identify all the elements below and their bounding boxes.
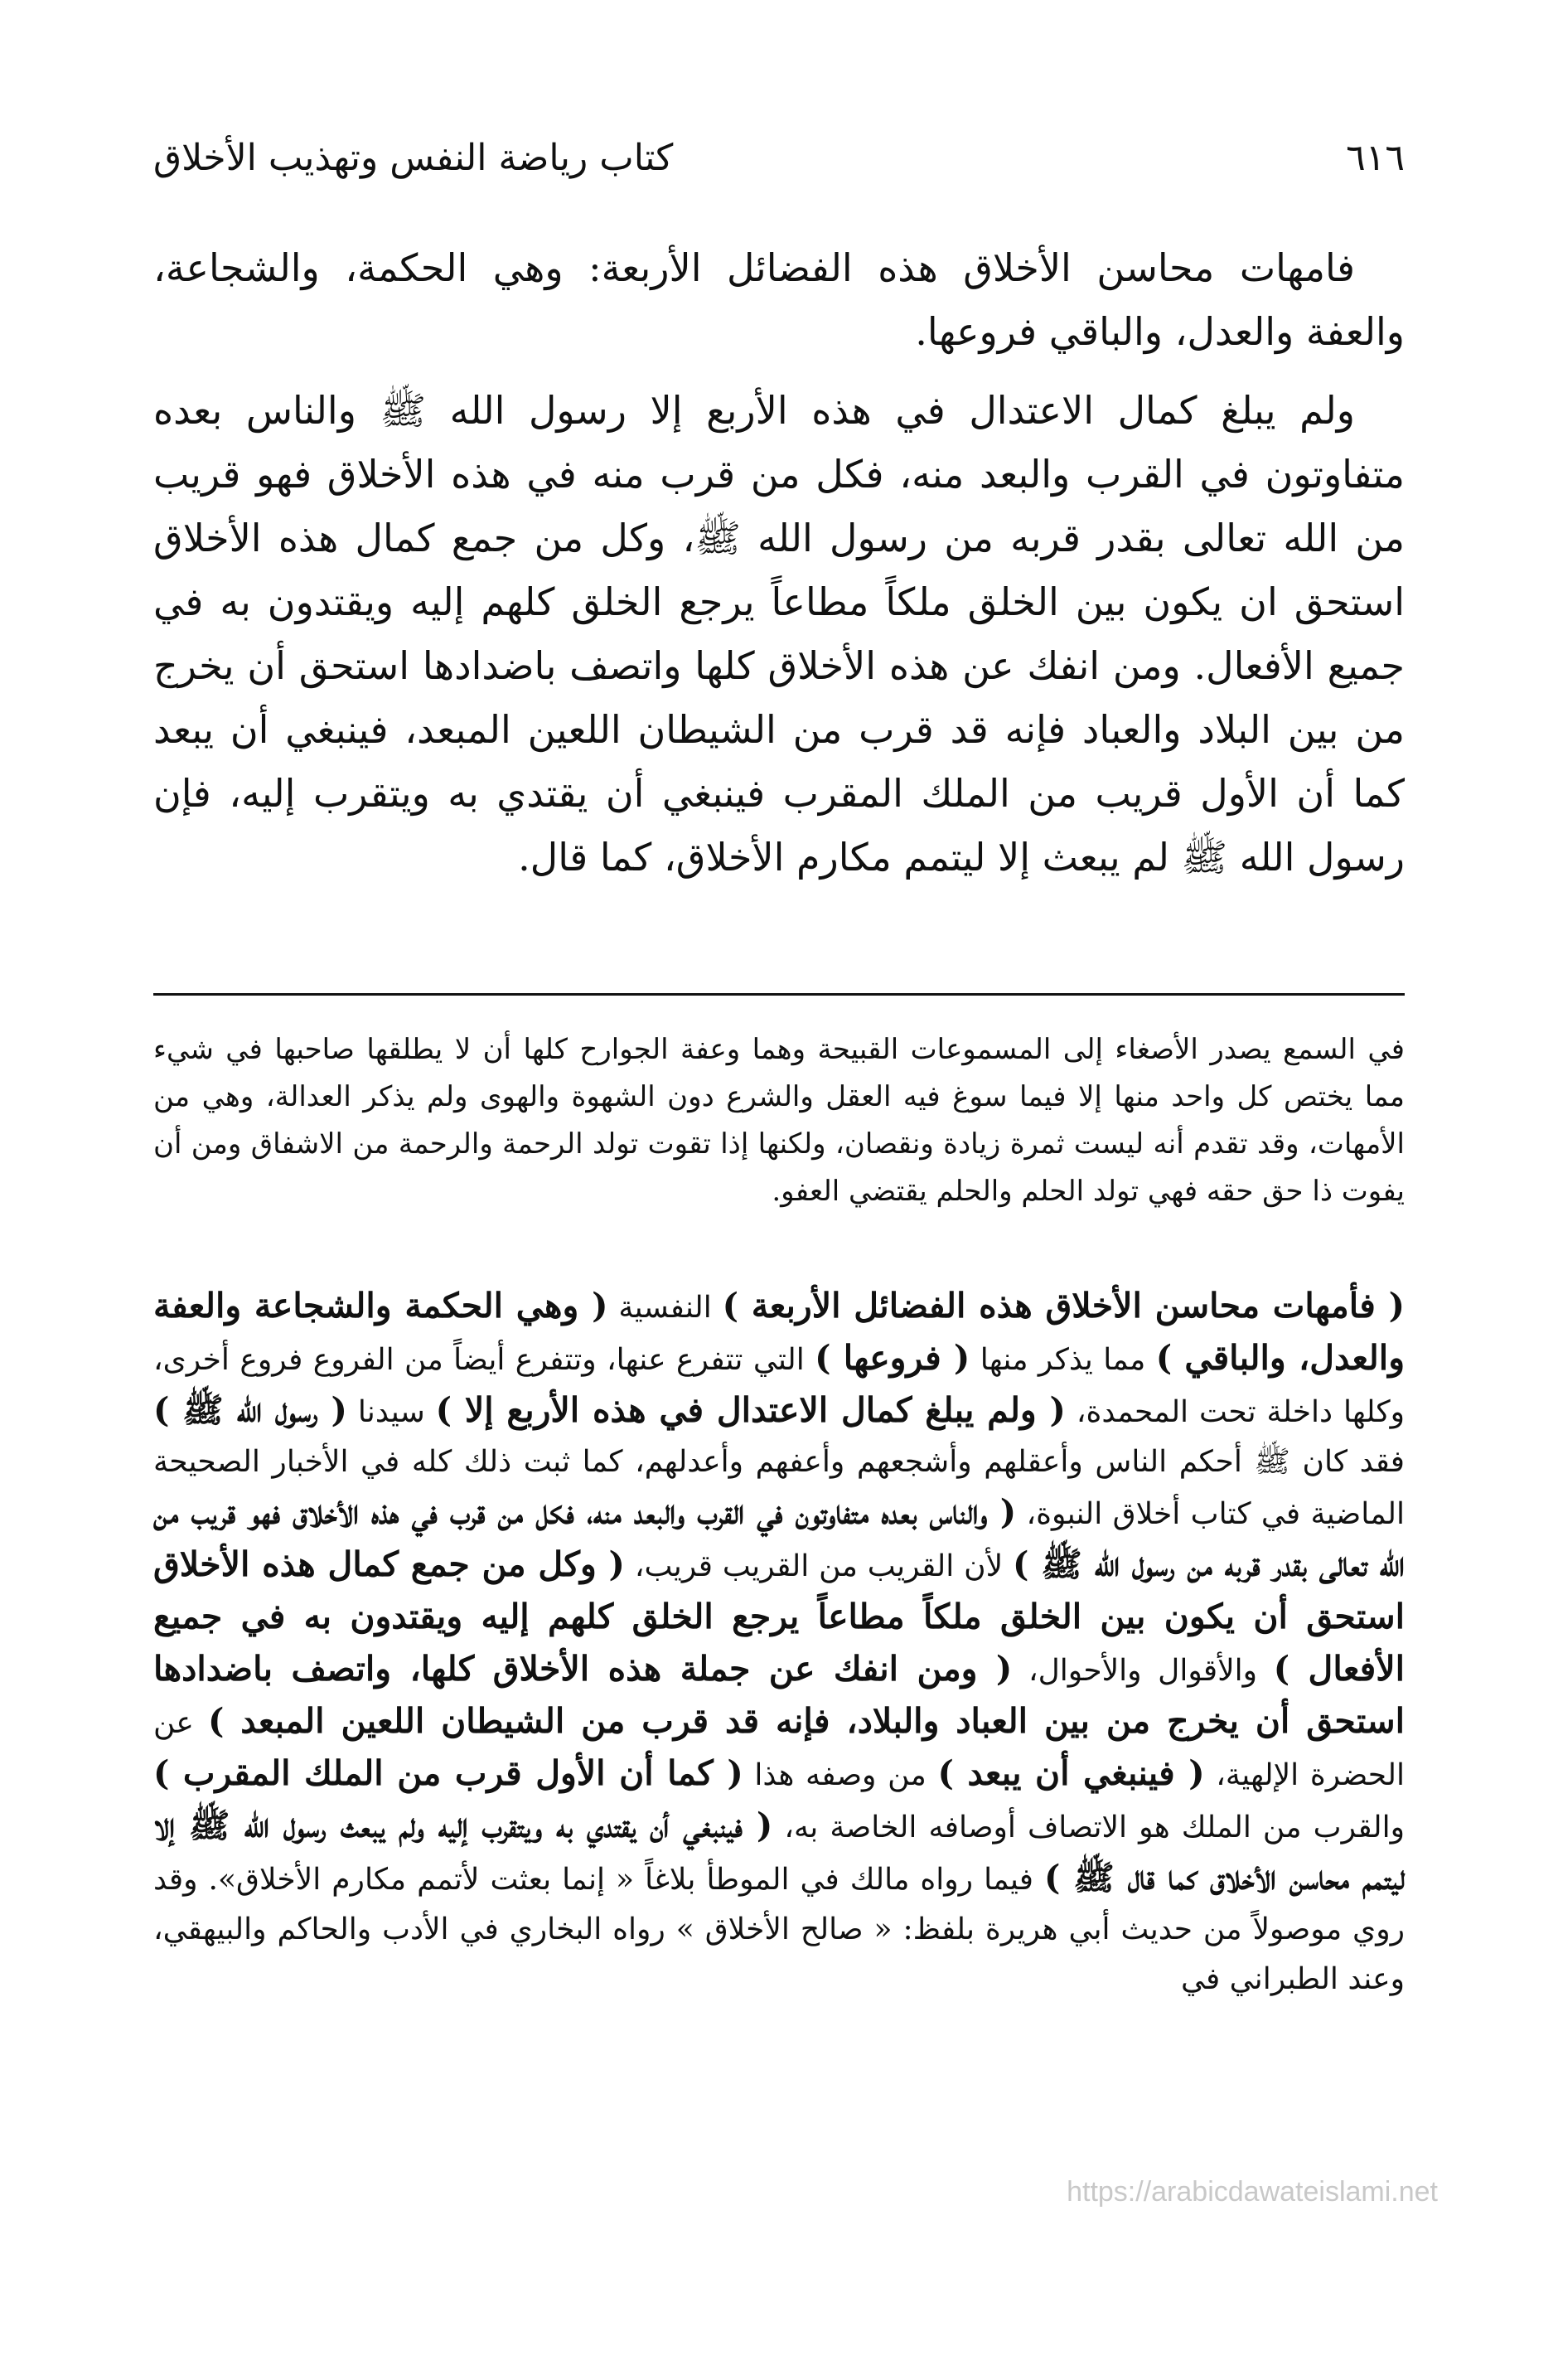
- commentary-quoted-text: ( ولم يبلغ كمال الاعتدال في هذه الأربع إلا ): [435, 1390, 1066, 1430]
- main-paragraph: فامهات محاسن الأخلاق هذه الفضائل الأربعة: وهي الحكمة، والشجاعة، والعفة والعدل، والباقي فروعها.: [153, 245, 1405, 354]
- watermark-url: https://arabicdawateislami.net: [1067, 2176, 1438, 2208]
- main-paragraph: ولم يبلغ كمال الاعتدال في هذه الأربع إلا رسول الله ﷺ والناس بعده متفاوتون في القرب والبعد منه، فكل من قرب منه في هذه الأخلاق فهو قريب من الله تعالى بقدر قربه من رسول الله ﷺ، وكل من جمع كمال هذه الأخلاق استحق ان يكون بين الخلق ملكاً مطاعاً يرجع الخلق كلهم إليه ويقتدون به في جميع الأفعال. ومن انفك عن هذه الأخلاق كلها واتصف باضدادها استحق أن يخرج من بين البلاد والعباد فإنه قد قرب من الشيطان اللعين المبعد، فينبغي أن يبعد كما أن الأول قريب من الملك المقرب فينبغي أن يقتدي به ويتقرب إليه، فإن رسول الله ﷺ لم يبعث إلا ليتمم مكارم الأخلاق، كما قال.: [153, 388, 1405, 880]
- commentary-quoted-text: ( فينبغي أن يقتدي به ويتقرب إليه ولم يبعث رسول الله ﷺ إلا ليتمم محاسن الأخلاق كما قال ﷺ ): [153, 1806, 1405, 1898]
- commentary-explanation: التي تتفرع عنها، وتتفرع أيضاً من الفروع فروع أخرى، وكلها داخلة تحت المحمدة،: [153, 1343, 1405, 1429]
- footnote-text: في السمع يصدر الأصغاء إلى المسموعات القبيحة وهما وعفة الجوارح كلها أن لا يطلقها صاحبها في شيء مما يختص كل واحد منها إلا فيما سوغ فيه العقل والشرع دون الشهوة والهوى ولم يذكر العدالة، وهي من الأمهات، وقد تقدم أنه ليست ثمرة زيادة ونقصان، ولكنها إذا تقوت تولد الرحمة والرحمة من الاشفاق ومن أن يفوت ذا حق حقه فهي تولد الحلم والحلم يقتضي العفو.: [153, 1033, 1405, 1208]
- commentary-explanation: والقرب من الملك هو الاتصاف أوصافه الخاصة به،: [772, 1810, 1405, 1844]
- commentary-quoted-text: ( وكل من جمع كمال هذه الأخلاق استحق أن يكون بين الخلق ملكاً مطاعاً يرجع الخلق كلهم إليه ويقتدون به في جميع الأفعال ): [153, 1544, 1405, 1689]
- commentary-quoted-text: ( فينبغي أن يبعد ): [937, 1753, 1205, 1793]
- commentary-quoted-text: ( والناس بعده متفاوتون في القرب والبعد منه، فكل من قرب في هذه الأخلاق فهو قريب من الله تعالى بقدر قربه من رسول الله ﷺ ): [153, 1492, 1405, 1584]
- commentary-quoted-text: ( وهي الحكمة والشجاعة والعفة والعدل، والباقي ): [153, 1286, 1405, 1378]
- commentary-explanation: فيما رواه مالك في الموطأ بلاغاً « إنما بعثت لأتمم مكارم الأخلاق». وقد روي موصولاً من حديث أبي هريرة بلفظ: « صالح الأخلاق » رواه البخاري في الأدب والحاكم والبيهقي، وعند الطبراني في: [153, 1863, 1405, 1996]
- commentary-quoted-text: ( فأمهات محاسن الأخلاق هذه الفضائل الأربعة ): [722, 1286, 1405, 1326]
- commentary-quoted-text: ( فروعها ): [815, 1338, 970, 1378]
- commentary-explanation: سيدنا: [346, 1395, 436, 1429]
- running-title: كتاب رياضة النفس وتهذيب الأخلاق: [153, 136, 674, 179]
- commentary-quoted-text: ( ومن انفك عن جملة هذه الأخلاق كلها، واتصف باضدادها استحق أن يخرج من بين العباد والبلاد، فإنه قد قرب من الشيطان اللعين المبعد ): [153, 1649, 1406, 1741]
- commentary-explanation: عن الحضرة الإلهية،: [153, 1706, 1406, 1792]
- section-divider: [153, 993, 1405, 996]
- footnote: [153, 1026, 1405, 1215]
- commentary-text: [153, 1281, 1405, 2004]
- main-text: [153, 236, 1405, 904]
- commentary: [153, 1281, 1405, 2004]
- commentary-explanation: والأقوال والأحوال،: [1012, 1654, 1274, 1688]
- commentary-explanation: فقد كان ﷺ أحكم الناس وأعقلهم وأشجعهم وأعفهم وأعدلهم، كما ثبت ذلك كله في الأخبار الصحيحة الماضية في كتاب أخلاق النبوة،: [153, 1445, 1405, 1531]
- commentary-quoted-text: ( رسول الله ﷺ ): [153, 1390, 347, 1430]
- page-number: ٦١٦: [1346, 136, 1405, 179]
- commentary-explanation: من وصفه هذا: [743, 1758, 938, 1792]
- page-header: [153, 128, 1405, 187]
- commentary-explanation: مما يذكر منها: [970, 1343, 1156, 1377]
- commentary-quoted-text: ( كما أن الأول قرب من الملك المقرب ): [153, 1753, 743, 1793]
- commentary-explanation: النفسية: [607, 1291, 723, 1325]
- commentary-explanation: لأن القريب من القريب قريب،: [624, 1549, 1014, 1583]
